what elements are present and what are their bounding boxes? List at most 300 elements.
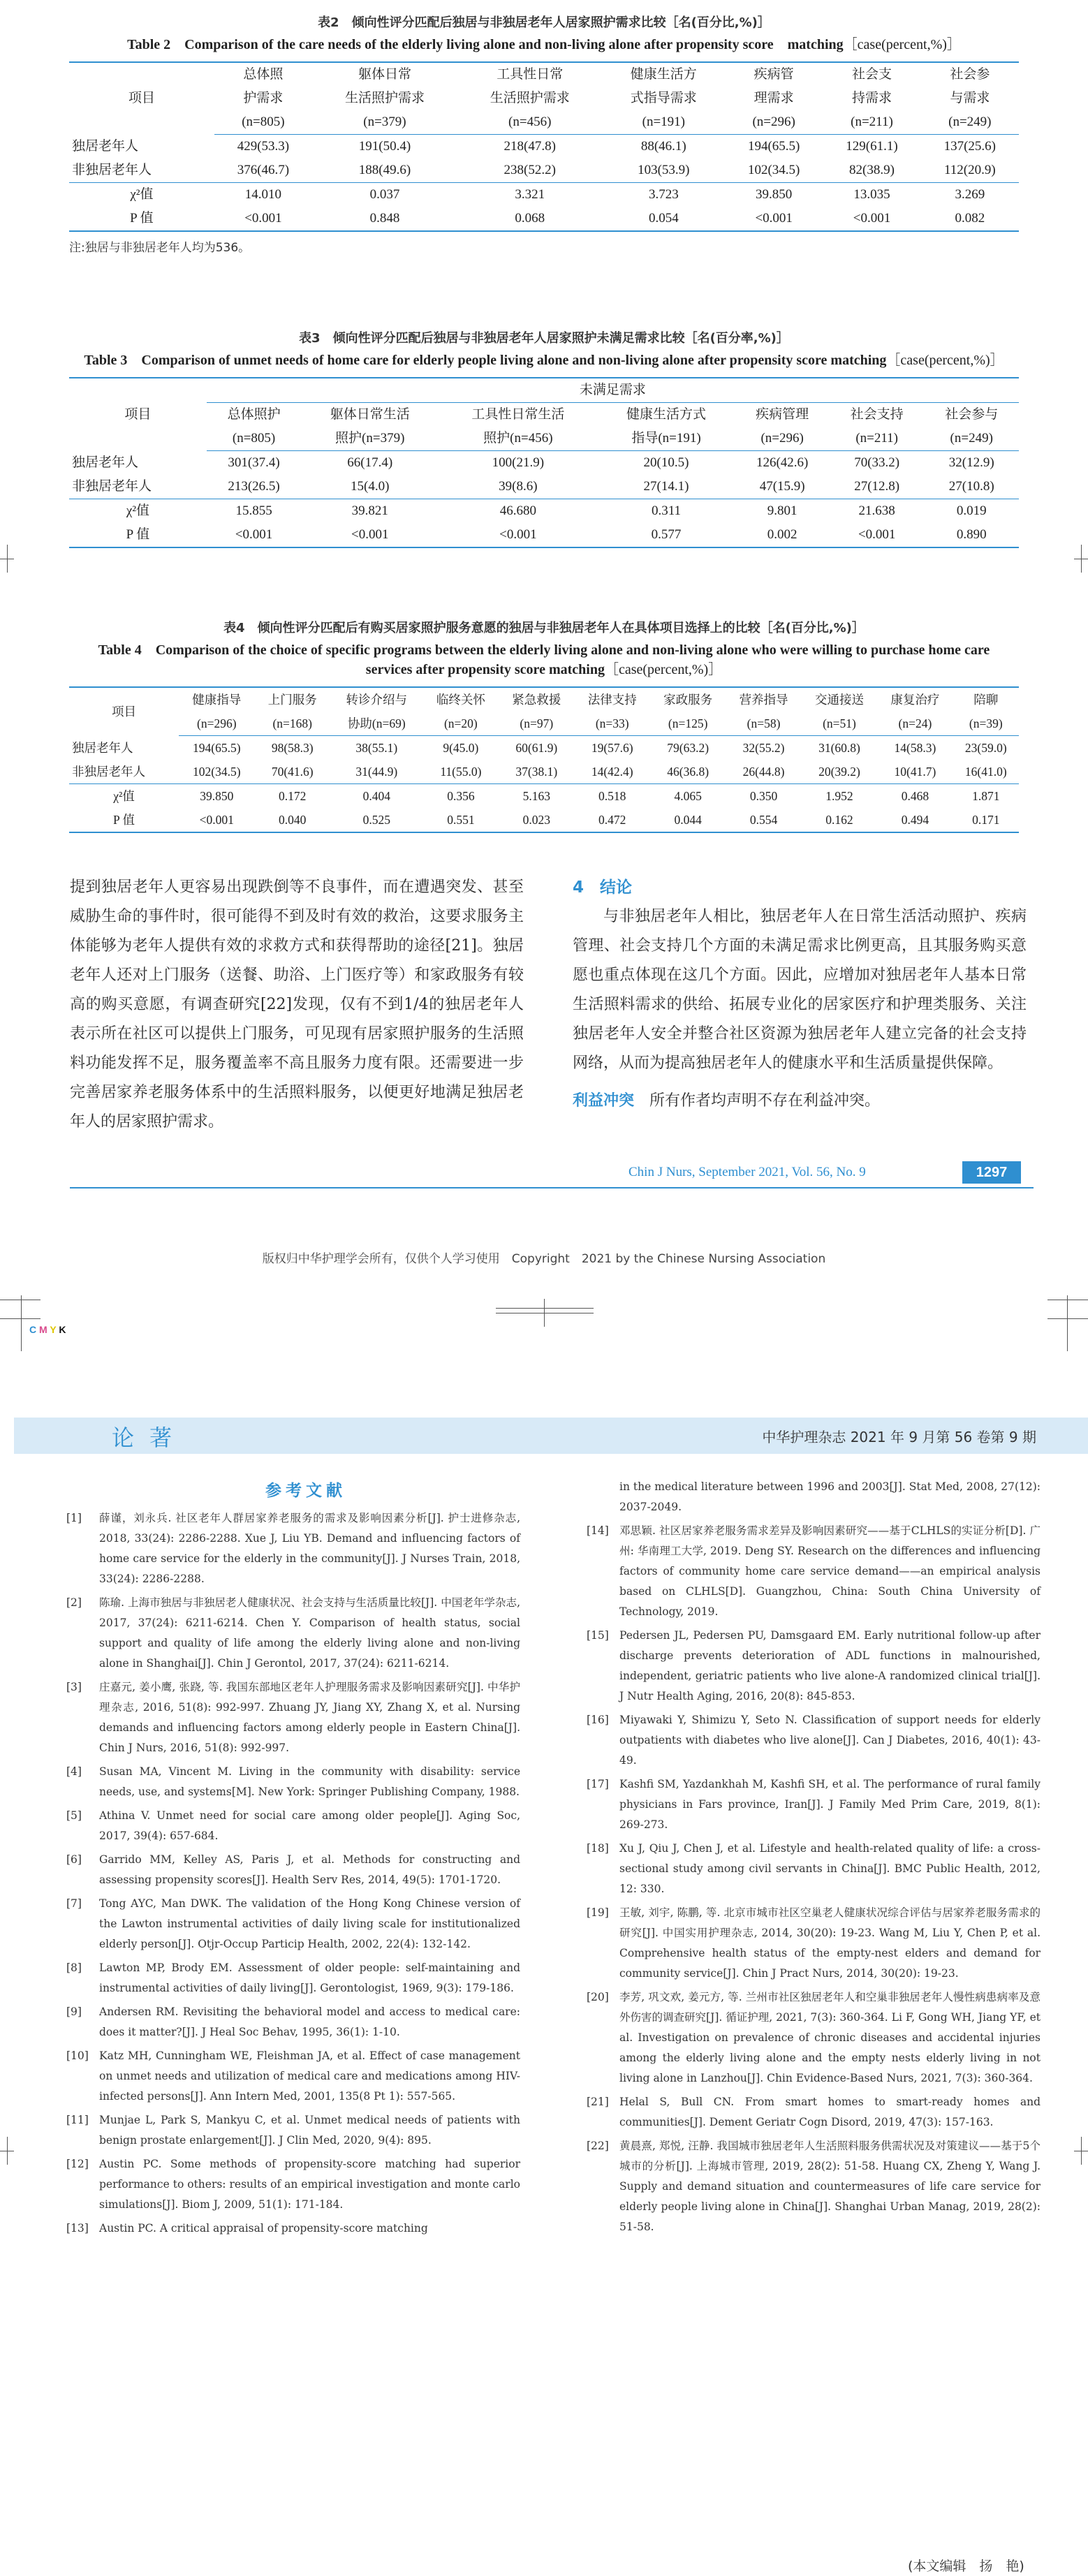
table-cell: 39(8.6) bbox=[499, 479, 538, 494]
table-corner: 项目 bbox=[69, 687, 179, 736]
table-3-caption-en-unit: ［case(percent,%)］ bbox=[886, 353, 1004, 368]
table-cell: 15(4.0) bbox=[351, 479, 390, 494]
table-3-caption-en-text: Table 3 Comparison of unmet needs of home care for elderly people living alone and non-living alone after propensity score matching bbox=[84, 353, 887, 368]
table-cell: 0.468 bbox=[877, 784, 953, 809]
table-row bbox=[69, 451, 1019, 476]
table-cell: 0.525 bbox=[330, 808, 423, 832]
col-header-n: (n=168) bbox=[255, 712, 330, 736]
table-2-caption-cn: 表2 倾向性评分匹配后独居与非独居老年人居家照护需求比较［名(百分比,%)］ bbox=[318, 15, 770, 30]
table-cell: 0.171 bbox=[953, 808, 1019, 832]
footer-rule bbox=[70, 1187, 1034, 1188]
col-header-n: (n=296) bbox=[725, 110, 823, 135]
reference-text: Munjae L, Park S, Mankyu C, et al. Unmet medical needs of patients with benign prostate enlargement[J]. J Clin Med, 2020, 9(4): 895. bbox=[99, 2114, 520, 2147]
table-cell: 112(20.9) bbox=[943, 163, 996, 177]
reference-number: [21] bbox=[587, 2096, 609, 2108]
reference-item bbox=[66, 1762, 520, 1802]
table-row bbox=[69, 159, 1019, 183]
reference-item bbox=[66, 2046, 520, 2107]
table-cell: 0.002 bbox=[735, 523, 830, 547]
reference-text: Pedersen JL, Pedersen PU, Damsgaard EM. Early nutritional follow-up after discharge prevents deterioration of ADL functions in malnourished, independent, geriatric patients who live alone-A randomized clinical trial[J]. J Nutr Health Aging, 2016, 20(8): 845-853. bbox=[619, 1629, 1041, 1702]
table-cell: 126(42.6) bbox=[756, 455, 809, 470]
col-header: 社会支 bbox=[823, 62, 920, 87]
table-cell: 5.163 bbox=[499, 784, 574, 809]
reference-number: [13] bbox=[66, 2222, 89, 2235]
col-header: 健康指导 bbox=[179, 687, 254, 712]
reference-item bbox=[66, 1958, 520, 1999]
reference-number: [10] bbox=[66, 2049, 89, 2062]
table-cell: 129(61.1) bbox=[846, 139, 898, 154]
reference-text: Miyawaki Y, Shimizu Y, Seto N. Classification of support needs for elderly outpatients with diabetes who live alone[J]. Can J Diabetes, 2016, 40(1): 43-49. bbox=[619, 1714, 1041, 1767]
col-header-n: (n=379) bbox=[312, 110, 457, 135]
table-3-caption-cn: 表3 倾向性评分匹配后独居与非独居老年人居家照护未满足需求比较［名(百分率,%)］ bbox=[299, 331, 789, 346]
table-cell: <0.001 bbox=[207, 523, 302, 547]
reference-item bbox=[587, 1839, 1041, 1899]
conclusion-paragraph: 与非独居老年人相比，独居老年人在日常生活活动照护、疾病管理、社会支持几个方面的未满足需求比例更高，且其服务购买意愿也重点体现在这几个方面。因此，应增加对独居老年人基本日常生活照料需求的供给、拓展专业化的居家医疗和护理类服务、关注独居老年人安全并整合社区资源为独居老年人建立完备的社会支持网络，从而为提高独居老年人的健康水平和生活质量提供保障。 bbox=[573, 908, 1027, 1072]
row-label: 独居老年人 bbox=[72, 455, 139, 470]
table-cell: 0.518 bbox=[575, 784, 650, 809]
table-cell: 0.082 bbox=[921, 207, 1019, 231]
col-header: 护需求 bbox=[243, 91, 284, 105]
table-cell: 301(37.4) bbox=[228, 455, 280, 470]
reference-text: Kashfi SM, Yazdankhah M, Kashfi SH, et al. The performance of rural family physicians in Fars province, Iran[J]. J Family Med Prim Care, 2019, 8(1): 269-273. bbox=[619, 1778, 1041, 1831]
table-cell: 188(49.6) bbox=[358, 163, 411, 177]
table-cell: 3.723 bbox=[603, 183, 725, 207]
row-label: P 值 bbox=[69, 523, 207, 547]
reference-number: [19] bbox=[587, 1906, 609, 1919]
col-header-n: (n=125) bbox=[650, 712, 726, 736]
editor-note: (本文编辑 扬 艳) bbox=[908, 2559, 1024, 2574]
col-header: 工具性日常生活 bbox=[471, 407, 565, 422]
col-header: 理需求 bbox=[753, 91, 794, 105]
reference-item bbox=[587, 1710, 1041, 1771]
group-header: 未满足需求 bbox=[207, 378, 1019, 403]
table-4-caption-en-text: Table 4 Comparison of the choice of specific programs between the elderly living alone and non-living alone who were willing to purchase home care services after propensity score matching bbox=[98, 642, 990, 677]
table-3 bbox=[69, 377, 1019, 548]
table-cell: 11(55.0) bbox=[440, 765, 482, 779]
table-corner: 项目 bbox=[69, 62, 214, 135]
reference-text: Katz MH, Cunningham WE, Fleishman JA, et al. Effect of case management on unmet needs and utilization of medical care and medications among HIV-infected persons[J]. Ann Intern Med, 2001, 135(8 Pt 1): 557-565. bbox=[99, 2049, 520, 2103]
page-number: 1297 bbox=[962, 1161, 1021, 1184]
col-header: 健康生活方 bbox=[603, 62, 725, 87]
table-cell: 1.871 bbox=[953, 784, 1019, 809]
table-cell: 9.801 bbox=[735, 499, 830, 524]
reference-number: [5] bbox=[66, 1809, 82, 1822]
table-cell: 0.404 bbox=[330, 784, 423, 809]
crop-mark bbox=[7, 2137, 8, 2165]
reference-number: [3] bbox=[66, 1681, 82, 1693]
table-cell: 0.554 bbox=[726, 808, 801, 832]
table-cell: 20(39.2) bbox=[818, 765, 860, 779]
col-header-n: (n=805) bbox=[214, 110, 312, 135]
table-row bbox=[69, 183, 1019, 207]
table-cell: 66(17.4) bbox=[347, 455, 393, 470]
reference-text: Xu J, Qiu J, Chen J, et al. Lifestyle and health-related quality of life: a cross-sectional study among civil servants in China[J]. BMC Public Health, 2012, 12: 330. bbox=[619, 1842, 1041, 1895]
table-cell: 39.850 bbox=[179, 784, 254, 809]
table-row bbox=[69, 207, 1019, 231]
reference-text: Austin PC. A critical appraisal of propensity-score matching bbox=[99, 2222, 428, 2235]
table-cell: 15.855 bbox=[207, 499, 302, 524]
table-cell: 38(55.1) bbox=[355, 741, 398, 755]
table-row bbox=[69, 760, 1019, 784]
reference-number: [1] bbox=[66, 1512, 82, 1524]
table-cell: 238(52.2) bbox=[503, 163, 556, 177]
reference-number: [2] bbox=[66, 1596, 82, 1609]
col-header: 式指导需求 bbox=[630, 91, 697, 105]
reference-item bbox=[587, 1626, 1041, 1707]
references-left bbox=[66, 1508, 520, 2242]
reference-number: [4] bbox=[66, 1765, 82, 1778]
table-row bbox=[69, 135, 1019, 159]
conflict-statement bbox=[573, 1087, 1027, 1116]
reference-text: in the medical literature between 1996 and 2003[J]. Stat Med, 2008, 27(12): 2037-2049. bbox=[619, 1480, 1041, 1513]
col-header-n: (n=24) bbox=[877, 712, 953, 736]
table-4 bbox=[69, 686, 1019, 833]
reference-number: [7] bbox=[66, 1897, 82, 1910]
table-cell: 0.356 bbox=[423, 784, 499, 809]
table-cell: 14(42.4) bbox=[591, 765, 633, 779]
table-cell: 32(12.9) bbox=[948, 455, 994, 470]
reference-number: [15] bbox=[587, 1629, 609, 1642]
crop-mark bbox=[1081, 2137, 1082, 2165]
table-corner: 项目 bbox=[69, 378, 207, 451]
col-header-n: (n=296) bbox=[735, 427, 830, 451]
reference-item bbox=[587, 2092, 1041, 2133]
table-cell: 0.068 bbox=[457, 207, 603, 231]
table-header-row bbox=[69, 687, 1019, 712]
table-cell: <0.001 bbox=[439, 523, 597, 547]
table-cell: 0.577 bbox=[598, 523, 735, 547]
cmk-m: M bbox=[39, 1324, 47, 1335]
table-cell: <0.001 bbox=[725, 207, 823, 231]
reference-item bbox=[587, 1987, 1041, 2089]
col-header: 转诊介绍与 bbox=[330, 687, 423, 712]
table-cell: 194(65.5) bbox=[747, 139, 800, 154]
col-header: 总体照 bbox=[214, 62, 312, 87]
row-label: χ²值 bbox=[69, 784, 179, 809]
table-header-row bbox=[69, 403, 1019, 427]
col-header-n: 照护(n=379) bbox=[301, 427, 439, 451]
journal-header: 中华护理杂志 2021 年 9 月第 56 卷第 9 期 bbox=[762, 1429, 1036, 1445]
reference-item bbox=[66, 1677, 520, 1758]
reference-number: [22] bbox=[587, 2140, 609, 2152]
reference-text: Garrido MM, Kelley AS, Paris J, et al. Methods for constructing and assessing propensity scores[J]. Health Serv Res, 2014, 49(5): 1701-1720. bbox=[99, 1853, 520, 1886]
table-cell: 218(47.8) bbox=[503, 139, 556, 154]
reference-text: 庄嘉元, 姜小鹰, 张跷, 等. 我国东部地区老年人护理服务需求及影响因素研究[J]. 中华护理杂志, 2016, 51(8): 992-997. Zhuang JY, Jiang XY, Zhang X, et al. Nursing demands and influencing factors among elderly people in Eastern China[J]. Chin J Nurs, 2016, 51(8): 992-997. bbox=[99, 1681, 520, 1754]
conflict-text: 所有作者均声明不存在利益冲突。 bbox=[649, 1092, 881, 1110]
table-cell: 4.065 bbox=[650, 784, 726, 809]
col-header: 陪聊 bbox=[953, 687, 1019, 712]
table-4-block bbox=[0, 618, 1088, 833]
table-cell: 47(15.9) bbox=[759, 479, 805, 494]
table-cell: 194(65.5) bbox=[193, 741, 241, 755]
row-label: χ²值 bbox=[69, 183, 214, 207]
table-cell: 0.172 bbox=[255, 784, 330, 809]
crop-mark bbox=[21, 1295, 22, 1351]
reference-item bbox=[66, 2002, 520, 2043]
col-header: 家政服务 bbox=[650, 687, 726, 712]
table-cell: 0.494 bbox=[877, 808, 953, 832]
reference-item bbox=[66, 1806, 520, 1846]
reference-text: Susan MA, Vincent M. Living in the community with disability: service needs, use, and systems[M]. New York: Springer Publishing Company, 1988. bbox=[99, 1765, 520, 1798]
copyright-notice: 版权归中华护理学会所有，仅供个人学习使用 Copyright 2021 by the Chinese Nursing Association bbox=[262, 1252, 826, 1266]
crop-mark bbox=[1081, 545, 1082, 573]
table-cell: 13.035 bbox=[823, 183, 920, 207]
section-heading-conclusion: 4 结论 bbox=[573, 878, 633, 897]
row-label: 非独居老年人 bbox=[72, 765, 145, 779]
col-header: 躯体日常生活 bbox=[330, 407, 410, 422]
table-cell: 3.321 bbox=[457, 183, 603, 207]
table-cell: 0.551 bbox=[423, 808, 499, 832]
table-2-note: 注:独居与非独居老年人均为536。 bbox=[69, 241, 251, 255]
reference-text: Austin PC. Some methods of propensity-score matching had superior performance to others: results of an empirical investigation and monte carlo simulations[J]. Biom J, 2009, 51(1): 171-184. bbox=[99, 2158, 520, 2211]
table-cell: 39.821 bbox=[301, 499, 439, 524]
table-cell: 70(41.6) bbox=[271, 765, 314, 779]
table-cell: 27(12.8) bbox=[854, 479, 900, 494]
col-header: 与需求 bbox=[950, 91, 990, 105]
table-cell: 20(10.5) bbox=[643, 455, 689, 470]
reference-number: [14] bbox=[587, 1524, 609, 1537]
crop-mark bbox=[496, 1308, 594, 1309]
col-header: 上门服务 bbox=[255, 687, 330, 712]
references-right bbox=[587, 1477, 1041, 2241]
col-header: 躯体日常 bbox=[312, 62, 457, 87]
color-registration bbox=[29, 1324, 66, 1335]
table-cell: 79(63.2) bbox=[667, 741, 710, 755]
col-header: 临终关怀 bbox=[423, 687, 499, 712]
col-header-n: 协助(n=69) bbox=[330, 712, 423, 736]
reference-item bbox=[587, 1477, 1041, 1517]
col-header: 生活照护需求 bbox=[344, 91, 425, 105]
table-cell: 102(34.5) bbox=[747, 163, 800, 177]
table-cell: <0.001 bbox=[214, 207, 312, 231]
table-cell: 0.162 bbox=[802, 808, 877, 832]
body-paragraph: 提到独居老年人更容易出现跌倒等不良事件，而在遭遇突发、甚至威胁生命的事件时，很可能得不到及时有效的救治，这要求服务主体能够为老年人提供有效的求救方式和获得帮助的途径[21]。独居老年人还对上门服务（送餐、助浴、上门医疗等）和家政服务有较高的购买意愿，有调查研究[22]发现，仅有不到1/4的独居老年人表示所在社区可以提供上门服务，可见现有居家照护服务的生活照料功能发挥不足，服务覆盖率不高且服务力度有限。还需要进一步完善居家养老服务体系中的生活照料服务，以便更好地满足独居老年人的居家照护需求。 bbox=[70, 878, 524, 1131]
table-cell: 3.269 bbox=[921, 183, 1019, 207]
table-cell: 26(44.8) bbox=[742, 765, 785, 779]
table-cell: 0.019 bbox=[924, 499, 1019, 524]
col-header-n: 照护(n=456) bbox=[439, 427, 597, 451]
table-cell: 103(53.9) bbox=[638, 163, 690, 177]
table-header-row bbox=[69, 378, 1019, 403]
col-header-n: 指导(n=191) bbox=[598, 427, 735, 451]
reference-number: [9] bbox=[66, 2005, 82, 2018]
col-header-n: (n=33) bbox=[575, 712, 650, 736]
table-cell: 0.023 bbox=[499, 808, 574, 832]
reference-text: 陈瑜. 上海市独居与非独居老人健康状况、社会支持与生活质量比较[J]. 中国老年学杂志, 2017, 37(24): 6211-6214. Chen Y. Comparison of health status, social support and quality of life among the elderly living alone and non-living alone in Shanghai[J]. Chin J Gerontol, 2017, 37(24): 6211-6214. bbox=[99, 1596, 520, 1670]
reference-number: [17] bbox=[587, 1778, 609, 1790]
crop-mark bbox=[0, 1318, 41, 1319]
journal-footer: Chin J Nurs, September 2021, Vol. 56, No. 9 bbox=[628, 1165, 866, 1179]
table-header-row bbox=[69, 712, 1019, 736]
table-cell: <0.001 bbox=[823, 207, 920, 231]
col-header: 紧急救援 bbox=[499, 687, 574, 712]
table-cell: 102(34.5) bbox=[193, 765, 241, 779]
section-tag: 论著 bbox=[112, 1425, 188, 1451]
table-cell: 0.890 bbox=[924, 523, 1019, 547]
col-header: 健康生活方式 bbox=[626, 407, 706, 422]
table-cell: 16(41.0) bbox=[964, 765, 1007, 779]
col-header-n: (n=97) bbox=[499, 712, 574, 736]
table-cell: 0.472 bbox=[575, 808, 650, 832]
table-header-row bbox=[69, 62, 1019, 87]
table-row bbox=[69, 736, 1019, 760]
reference-number: [11] bbox=[66, 2114, 89, 2126]
table-cell: 27(14.1) bbox=[643, 479, 689, 494]
col-header: 法律支持 bbox=[575, 687, 650, 712]
row-label: P 值 bbox=[69, 207, 214, 231]
body-right-column bbox=[573, 873, 1027, 1116]
col-header: 交通接送 bbox=[802, 687, 877, 712]
table-cell: 0.311 bbox=[598, 499, 735, 524]
col-header-n: (n=456) bbox=[457, 110, 603, 135]
crop-mark bbox=[1047, 1318, 1088, 1319]
table-cell: <0.001 bbox=[179, 808, 254, 832]
reference-number: [18] bbox=[587, 1842, 609, 1855]
table-cell: 31(60.8) bbox=[818, 741, 860, 755]
table-cell: 31(44.9) bbox=[355, 765, 398, 779]
table-cell: 0.350 bbox=[726, 784, 801, 809]
col-header-n: (n=191) bbox=[603, 110, 725, 135]
table-cell: 14.010 bbox=[214, 183, 312, 207]
body-left-column bbox=[70, 873, 524, 1137]
col-header: 社会支持 bbox=[850, 407, 904, 422]
row-label: P 值 bbox=[69, 808, 179, 832]
reference-item bbox=[66, 1894, 520, 1955]
table-row bbox=[69, 784, 1019, 809]
table-cell: 0.848 bbox=[312, 207, 457, 231]
table-4-caption-cn: 表4 倾向性评分匹配后有购买居家照护服务意愿的独居与非独居老年人在具体项目选择上的比较［名(百分比,%)］ bbox=[223, 621, 865, 635]
reference-item bbox=[587, 2136, 1041, 2237]
table-4-body bbox=[69, 736, 1019, 833]
col-header: 疾病管 bbox=[725, 62, 823, 87]
table-cell: 100(21.9) bbox=[492, 455, 545, 470]
table-cell: 1.952 bbox=[802, 784, 877, 809]
reference-item bbox=[66, 1593, 520, 1674]
table-cell: 82(38.9) bbox=[849, 163, 895, 177]
reference-text: Tong AYC, Man DWK. The validation of the Hong Kong Chinese version of the Lawton instrumental activities of daily living scale for institutionalized elderly person[J]. Otjr-Occup Particip Health, 2002, 22(4): 132-142. bbox=[99, 1897, 520, 1950]
reference-number: [20] bbox=[587, 1991, 609, 2003]
row-label: χ²值 bbox=[69, 499, 207, 524]
col-header: 康复治疗 bbox=[877, 687, 953, 712]
table-cell: 0.037 bbox=[312, 183, 457, 207]
reference-text: 王敏, 刘宇, 陈鹏, 等. 北京市城市社区空巢老人健康状况综合评估与居家养老服务需求的研究[J]. 中国实用护理杂志, 2014, 30(20): 19-23. Wang M, Liu Y, Chen P, et al. Comprehensive health status of the empty-nest elders and demand for community service[J]. Chin J Pract Nurs, 2014, 30(20): 19-23. bbox=[619, 1906, 1041, 1980]
table-cell: 10(41.7) bbox=[894, 765, 936, 779]
col-header: 社会参与 bbox=[945, 407, 999, 422]
reference-text: 邓思颖. 社区居家养老服务需求差异及影响因素研究——基于CLHLS的实证分析[D]. 广州: 华南理工大学, 2019. Deng SY. Research on the differences and influencing factors of community home care service demand——an empirical analysis based on CLHLS[D]. Guangzhou, China: South China University of Technology, 2019. bbox=[619, 1524, 1041, 1618]
table-cell: 39.850 bbox=[725, 183, 823, 207]
cmk-k: K bbox=[59, 1324, 66, 1335]
table-cell: 46(36.8) bbox=[667, 765, 710, 779]
col-header-n: (n=39) bbox=[953, 712, 1019, 736]
col-header: 生活照护需求 bbox=[490, 91, 570, 105]
table-cell: 37(38.1) bbox=[515, 765, 558, 779]
table-cell: 70(33.2) bbox=[854, 455, 900, 470]
reference-number: [16] bbox=[587, 1714, 609, 1726]
crop-mark bbox=[7, 545, 8, 573]
reference-item bbox=[587, 1774, 1041, 1835]
table-cell: <0.001 bbox=[830, 523, 925, 547]
reference-number: [8] bbox=[66, 1962, 82, 1974]
col-header-n: (n=51) bbox=[802, 712, 877, 736]
reference-item bbox=[66, 1508, 520, 1589]
table-cell: 27(10.8) bbox=[948, 479, 994, 494]
table-2-caption-en bbox=[0, 35, 1088, 54]
col-header: 疾病管理 bbox=[756, 407, 809, 422]
table-2-block bbox=[0, 13, 1088, 255]
table-3-block bbox=[0, 328, 1088, 548]
table-4-caption-en bbox=[0, 640, 1088, 679]
reference-text: Lawton MP, Brody EM. Assessment of older people: self-maintaining and instrumental activities of daily living[J]. Gerontologist, 1969, 9(3): 179-186. bbox=[99, 1962, 520, 1994]
table-cell: 213(26.5) bbox=[228, 479, 280, 494]
col-header: 持需求 bbox=[851, 91, 892, 105]
reference-text: Athina V. Unmet need for social care among older people[J]. Aging Soc, 2017, 39(4): 657-684. bbox=[99, 1809, 520, 1842]
reference-number: [6] bbox=[66, 1853, 82, 1866]
col-header-n: (n=211) bbox=[830, 427, 925, 451]
table-3-caption-en bbox=[0, 351, 1088, 370]
cmk-c: C bbox=[29, 1324, 37, 1335]
reference-text: 黄晨熹, 郑悦, 汪静. 我国城市独居老年人生活照料服务供需状况及对策建议——基于5个城市的分析[J]. 上海城市管理, 2019, 28(2): 51-58. Huang CX, Zheng Y, Wang J. Supply and demand situation and countermeasures of life care service for elderly people living alone in China[J]. Shanghai Urban Manag, 2019, 28(2): 51-58. bbox=[619, 2140, 1041, 2233]
reference-item bbox=[66, 2154, 520, 2215]
table-cell: 191(50.4) bbox=[358, 139, 411, 154]
table-2-caption-en-unit: ［case(percent,%)］ bbox=[843, 37, 961, 52]
col-header: 营养指导 bbox=[726, 687, 801, 712]
col-header-n: (n=249) bbox=[921, 110, 1019, 135]
table-row bbox=[69, 808, 1019, 832]
reference-text: 薛谨，刘永兵. 社区老年人群居家养老服务的需求及影响因素分析[J]. 护士进修杂志, 2018, 33(24): 2286-2288. Xue J, Liu YB. Demand and influencing factors of home care service for the elderly in the community[J]. J Nurses Train, 2018, 33(24): 2286-2288. bbox=[99, 1512, 520, 1585]
table-cell: 23(59.0) bbox=[964, 741, 1007, 755]
table-cell: 0.040 bbox=[255, 808, 330, 832]
col-header: 工具性日常 bbox=[457, 62, 603, 87]
table-cell: 88(46.1) bbox=[640, 139, 686, 154]
table-cell: 14(58.3) bbox=[894, 741, 936, 755]
table-cell: <0.001 bbox=[301, 523, 439, 547]
col-header: 总体照护 bbox=[227, 407, 281, 422]
row-label: 独居老年人 bbox=[72, 740, 133, 755]
table-header-row bbox=[69, 427, 1019, 451]
reference-text: Helal S, Bull CN. From smart homes to smart-ready homes and communities[J]. Dement Geriatr Cogn Disord, 2019, 47(3): 157-163. bbox=[619, 2096, 1041, 2128]
table-2 bbox=[69, 61, 1019, 232]
table-cell: 0.044 bbox=[650, 808, 726, 832]
table-2-caption-en-text: Table 2 Comparison of the care needs of the elderly living alone and non-living alone after propensity score matching bbox=[127, 37, 844, 52]
table-row bbox=[69, 475, 1019, 499]
col-header: 社会参 bbox=[921, 62, 1019, 87]
table-cell: 376(46.7) bbox=[237, 163, 290, 177]
col-header-n: (n=296) bbox=[179, 712, 254, 736]
table-4-caption-en-unit: ［case(percent,%)］ bbox=[604, 662, 723, 677]
reference-number: [12] bbox=[66, 2158, 89, 2170]
row-label: 独居老年人 bbox=[72, 138, 139, 154]
page2-header bbox=[14, 1418, 1088, 1454]
table-cell: 19(57.6) bbox=[591, 741, 633, 755]
table-cell: 429(53.3) bbox=[237, 139, 290, 154]
table-cell: 60(61.9) bbox=[515, 741, 558, 755]
reference-number bbox=[587, 1477, 619, 1517]
crop-mark bbox=[1067, 1295, 1068, 1351]
col-header-n: (n=58) bbox=[726, 712, 801, 736]
reference-item bbox=[587, 1521, 1041, 1622]
row-label: 非独居老年人 bbox=[72, 479, 152, 494]
reference-item bbox=[66, 2218, 520, 2239]
table-cell: 98(58.3) bbox=[271, 741, 314, 755]
table-row bbox=[69, 499, 1019, 524]
table-row bbox=[69, 523, 1019, 547]
crop-mark bbox=[544, 1299, 545, 1327]
reference-item bbox=[66, 1850, 520, 1890]
table-cell: 0.054 bbox=[603, 207, 725, 231]
references-title: 参考文献 bbox=[265, 1482, 346, 1500]
row-label: 非独居老年人 bbox=[72, 163, 152, 177]
reference-text: Andersen RM. Revisiting the behavioral model and access to medical care: does it matter?[J]. J Heal Soc Behav, 1995, 36(1): 1-10. bbox=[99, 2005, 520, 2038]
